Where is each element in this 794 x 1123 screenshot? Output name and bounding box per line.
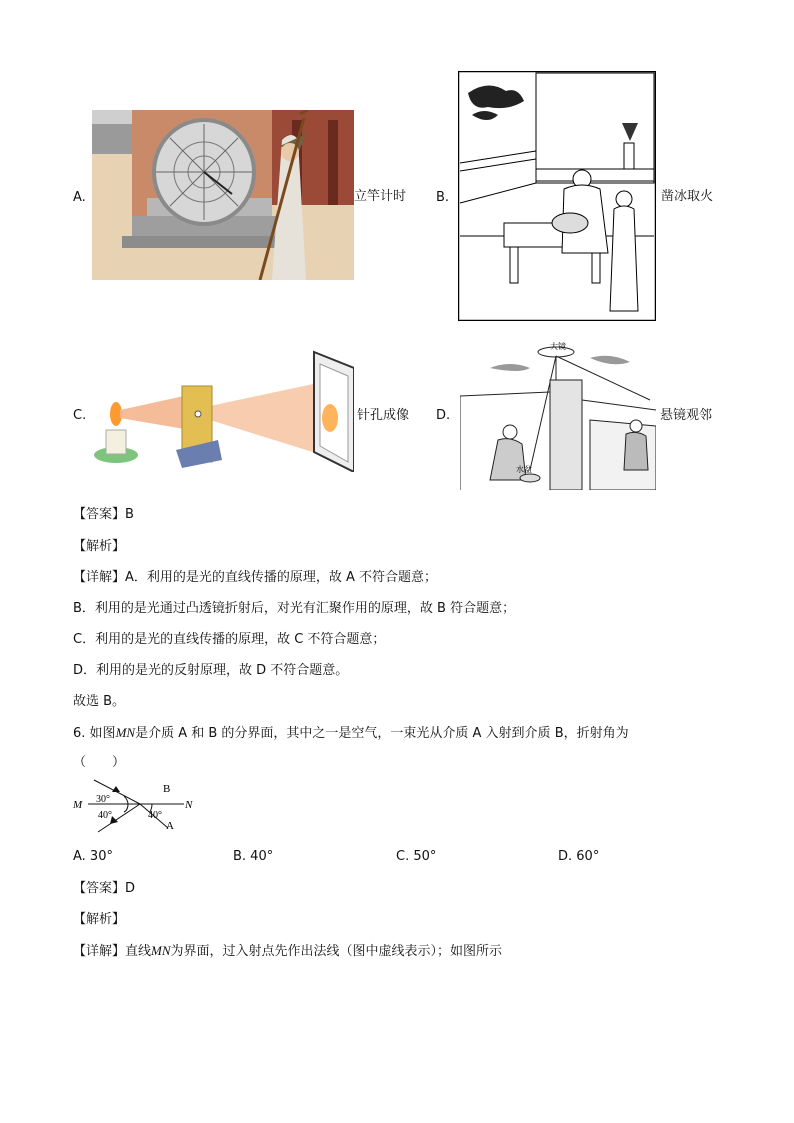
mirror-image xyxy=(460,340,656,490)
q6-fig-angle-30: 30° xyxy=(96,794,110,805)
ice-fire-image xyxy=(458,71,656,321)
q6-option-b: B. 40° xyxy=(233,849,274,864)
q6-fig-b: B xyxy=(163,783,171,795)
q6-option-c: C. 50° xyxy=(396,849,437,864)
option-a-letter: A. xyxy=(73,190,86,205)
q5-detail-d: D．利用的是光的反射原理，故 D 不符合题意。 xyxy=(73,663,349,678)
q6-detail-post: 为界面，过入射点先作出法线（图中虚线表示）；如图所示 xyxy=(170,944,503,959)
option-d-letter: D. xyxy=(436,408,451,423)
option-b-letter: B. xyxy=(436,190,450,205)
q6-fig-angle-40-right: 40° xyxy=(148,810,162,821)
q6-fig-a: A xyxy=(166,820,174,832)
q6-pre: 如图 xyxy=(89,726,116,741)
q6-figure xyxy=(72,778,196,838)
q6-paren: （ ） xyxy=(73,755,126,770)
option-b-caption: 凿冰取火 xyxy=(661,189,714,204)
sundial-image xyxy=(92,110,354,280)
mirror-label-top: 大镜 xyxy=(550,342,566,351)
q6-analysis: 【解析】 xyxy=(73,912,126,927)
q6-fig-m: M xyxy=(73,799,83,811)
q6-question xyxy=(73,725,629,742)
q6-mn: MN xyxy=(115,725,136,740)
q6-fig-angle-40-left: 40° xyxy=(98,810,112,821)
option-a-caption: 立竿计时 xyxy=(354,189,407,204)
q6-fig-n: N xyxy=(185,799,193,811)
q6-detail xyxy=(73,943,502,960)
q5-detail-b: B．利用的是光通过凸透镜折射后，对光有汇聚作用的原理，故 B 符合题意； xyxy=(73,601,516,616)
option-c-caption: 针孔成像 xyxy=(357,408,410,423)
q5-choose: 故选 B。 xyxy=(73,694,126,709)
q6-detail-pre: 【详解】直线 xyxy=(73,944,152,959)
option-c-letter: C. xyxy=(73,408,87,423)
q5-detail-c: C．利用的是光的直线传播的原理，故 C 不符合题意； xyxy=(73,632,386,647)
q5-detail-a: 【详解】A．利用的是光的直线传播的原理，故 A 不符合题意； xyxy=(73,570,438,585)
q6-detail-mn: MN xyxy=(151,943,171,958)
q6-option-a: A. 30° xyxy=(73,849,113,864)
q5-analysis: 【解析】 xyxy=(73,539,126,554)
q6-option-d: D. 60° xyxy=(558,849,600,864)
q5-answer: 【答案】B xyxy=(73,507,134,522)
q6-number: 6. xyxy=(73,726,86,741)
option-d-caption: 悬镜观邻 xyxy=(660,408,713,423)
pinhole-image xyxy=(92,350,354,472)
q6-answer: 【答案】D xyxy=(73,881,136,896)
q6-text: 是介质 A 和 B 的分界面，其中之一是空气，一束光从介质 A 入射到介质 B，折射角为 xyxy=(135,726,629,741)
mirror-label-bottom: 水盆 xyxy=(516,465,532,474)
